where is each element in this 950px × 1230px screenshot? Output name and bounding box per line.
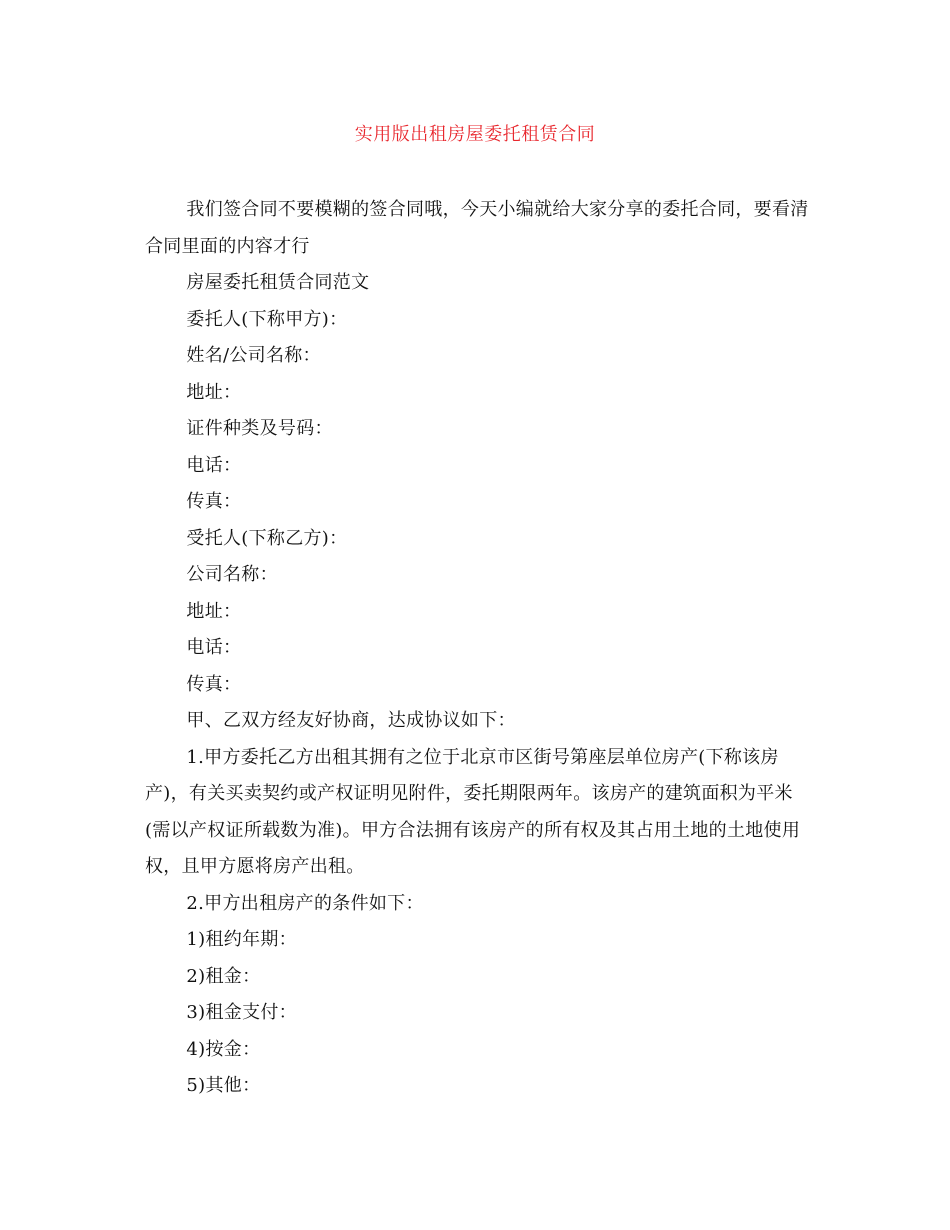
clause-1: 1.甲方委托乙方出租其拥有之位于北京市区街号第座层单位房产(下称该房产)，有关买卖契约或产权证明见附件，委托期限两年。该房产的建筑面积为平米(需以产权证所载数为准)。甲方合法拥有该房产的所有权及其占用土地的土地使用权，且甲方愿将房产出租。 — [145, 746, 801, 877]
principal-name-field: 姓名/公司名称： — [186, 345, 321, 366]
principal-address-field: 地址： — [186, 381, 242, 403]
principal-label: 委托人(下称甲方)： — [186, 308, 348, 330]
agent-label: 受托人(下称乙方)： — [186, 527, 348, 549]
clause-2-item-2: 2)租金： — [186, 965, 261, 987]
principal-id-field: 证件种类及号码： — [186, 418, 333, 439]
clause-2-item-1: 1)租约年期： — [186, 929, 297, 950]
clause-2-item-3: 3)租金支付： — [186, 1002, 297, 1023]
agent-phone-field: 电话： — [186, 637, 242, 658]
agent-fax-field: 传真： — [186, 673, 242, 695]
agent-address-field: 地址： — [186, 600, 242, 622]
intro-paragraph: 我们签合同不要模糊的签合同哦，今天小编就给大家分享的委托合同，要看清合同里面的内容才行 — [145, 199, 809, 257]
clause-2-item-5: 5)其他： — [186, 1075, 261, 1096]
principal-fax-field: 传真： — [186, 491, 242, 512]
document-title: 实用版出租房屋委托租赁合同 — [354, 124, 596, 145]
clause-2-item-4: 4)按金： — [186, 1038, 261, 1060]
agreement-intro: 甲、乙双方经友好协商，达成协议如下： — [186, 710, 516, 731]
principal-phone-field: 电话： — [186, 454, 242, 476]
clause-2: 2.甲方出租房产的条件如下： — [186, 892, 424, 914]
agent-company-field: 公司名称： — [186, 564, 278, 585]
template-heading: 房屋委托租赁合同范文 — [186, 272, 370, 293]
document-body — [145, 192, 810, 1105]
